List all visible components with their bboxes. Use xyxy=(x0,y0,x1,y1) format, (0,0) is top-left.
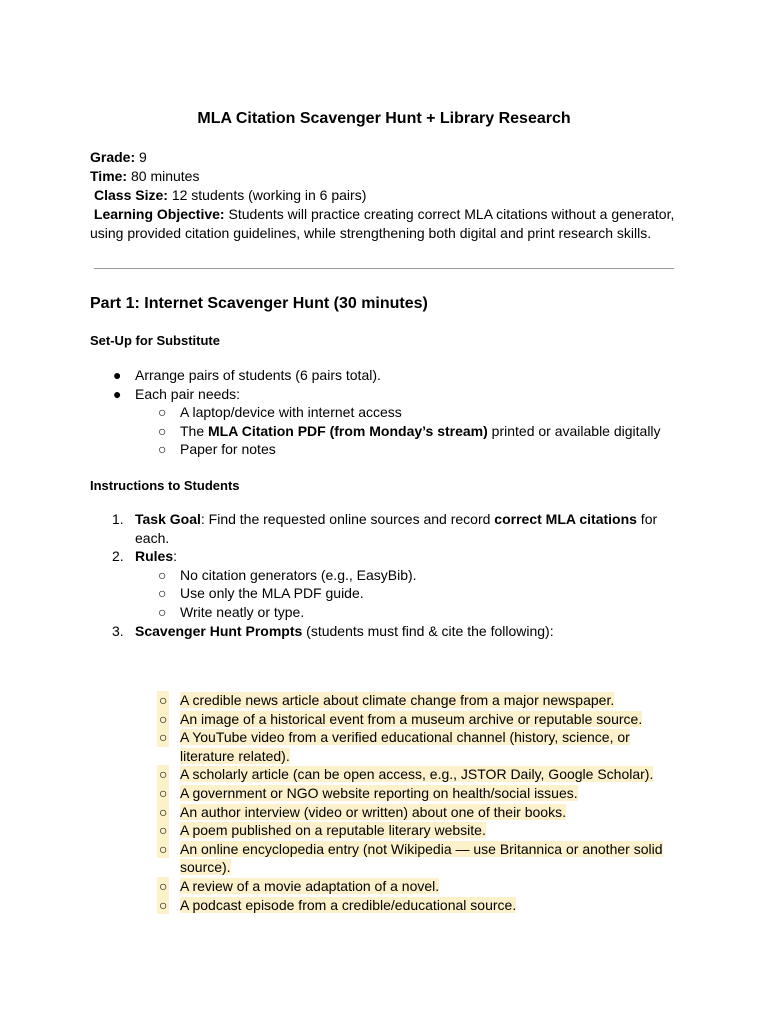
prompt-item: ○ A poem published on a reputable literary website. xyxy=(159,822,486,839)
objective-line xyxy=(90,205,680,243)
setup-list xyxy=(90,366,690,459)
time-line xyxy=(90,167,680,186)
document-title: MLA Citation Scavenger Hunt + Library Research xyxy=(197,110,571,127)
class-size-label: Class Size: xyxy=(94,187,168,203)
list-item: ○ The MLA Citation PDF (from Monday’s stream) printed or available digitally xyxy=(158,422,661,439)
circle-bullet-icon: ○ xyxy=(159,877,168,894)
circle-bullet-icon: ○ xyxy=(159,803,168,820)
list-item: ○ Use only the MLA PDF guide. xyxy=(158,585,364,602)
circle-bullet-icon: ○ xyxy=(158,566,167,583)
bullet-icon: ● xyxy=(113,367,122,383)
grade-line xyxy=(90,148,680,167)
bullet-icon: ● xyxy=(113,385,122,402)
setup-heading: Set-Up for Substitute xyxy=(90,333,220,348)
needs-list xyxy=(135,403,690,459)
time-label: Time: xyxy=(90,168,128,184)
prompt-item: ○ A scholarly article (can be open access, e.g., JSTOR Daily, Google Scholar). xyxy=(159,766,654,783)
class-size-line xyxy=(90,186,680,205)
prompt-item: ○ A podcast episode from a credible/educational source. xyxy=(159,896,517,913)
circle-bullet-icon: ○ xyxy=(158,603,167,620)
circle-bullet-icon: ○ xyxy=(159,766,168,783)
circle-bullet-icon: ○ xyxy=(158,404,167,421)
prompt-item: ○ An image of a historical event from a museum archive or reputable source. xyxy=(159,710,643,727)
instructions-heading: Instructions to Students xyxy=(90,478,240,493)
list-item: 2. Rules: ○ No citation generators (e.g., EasyBib). ○ Use only the MLA PDF guide. ○ Write neatly or type. xyxy=(90,547,680,621)
circle-bullet-icon: ○ xyxy=(158,585,167,602)
list-item: ● Each pair needs: ○ A laptop/device with internet access ○ The MLA Citation PDF (from Monday’s stream) printed or available digitally ○ Paper for notes xyxy=(90,385,690,459)
circle-bullet-icon: ○ xyxy=(158,441,167,458)
circle-bullet-icon: ○ xyxy=(159,822,168,839)
prompt-item: ○ A review of a movie adaptation of a novel. xyxy=(159,877,440,894)
lesson-meta xyxy=(90,148,680,243)
circle-bullet-icon: ○ xyxy=(159,692,168,708)
objective-value: Students will practice creating correct MLA citations without a generator, using provided citation guidelines, while strengthening both digital and print research skills. xyxy=(90,206,675,241)
grade-value: 9 xyxy=(135,149,147,165)
rules-list xyxy=(135,566,680,622)
class-size-value: 12 students (working in 6 pairs) xyxy=(167,187,367,203)
list-item: ○ Paper for notes xyxy=(158,441,276,458)
grade-label: Grade: xyxy=(90,149,136,165)
prompt-item: ○ A government or NGO website reporting on health/social issues. xyxy=(159,784,578,801)
prompt-item: ○ A credible news article about climate change from a major newspaper. xyxy=(159,692,615,708)
objective-label: Learning Objective: xyxy=(93,206,225,222)
circle-bullet-icon: ○ xyxy=(159,896,168,913)
list-item: 3. Scavenger Hunt Prompts (students must find & cite the following): xyxy=(112,622,554,639)
circle-bullet-icon: ○ xyxy=(158,422,167,439)
list-item: ○ Write neatly or type. xyxy=(158,603,305,620)
list-item: ○ A laptop/device with internet access xyxy=(158,404,402,421)
list-item: ● Arrange pairs of students (6 pairs total). xyxy=(113,367,381,383)
circle-bullet-icon: ○ xyxy=(159,710,168,727)
list-item: ○ No citation generators (e.g., EasyBib). xyxy=(158,566,417,583)
circle-bullet-icon: ○ xyxy=(159,784,168,801)
time-value: 80 minutes xyxy=(127,168,200,184)
circle-bullet-icon: ○ xyxy=(159,729,168,746)
instructions-list xyxy=(90,510,680,640)
circle-bullet-icon: ○ xyxy=(159,840,168,857)
part1-heading: Part 1: Internet Scavenger Hunt (30 minutes) xyxy=(90,295,428,312)
list-item: 1. Task Goal: Find the requested online sources and record correct MLA citations for each. xyxy=(112,511,658,546)
prompt-item: ○ A YouTube video from a verified educational channel (history, science, or literature related). xyxy=(159,729,630,764)
prompt-item: ○ An online encyclopedia entry (not Wikipedia — use Britannica or another solid source). xyxy=(159,840,663,876)
horizontal-divider xyxy=(94,268,674,269)
scavenger-prompts-list xyxy=(90,691,680,914)
prompt-item: ○ An author interview (video or written) about one of their books. xyxy=(159,803,566,820)
